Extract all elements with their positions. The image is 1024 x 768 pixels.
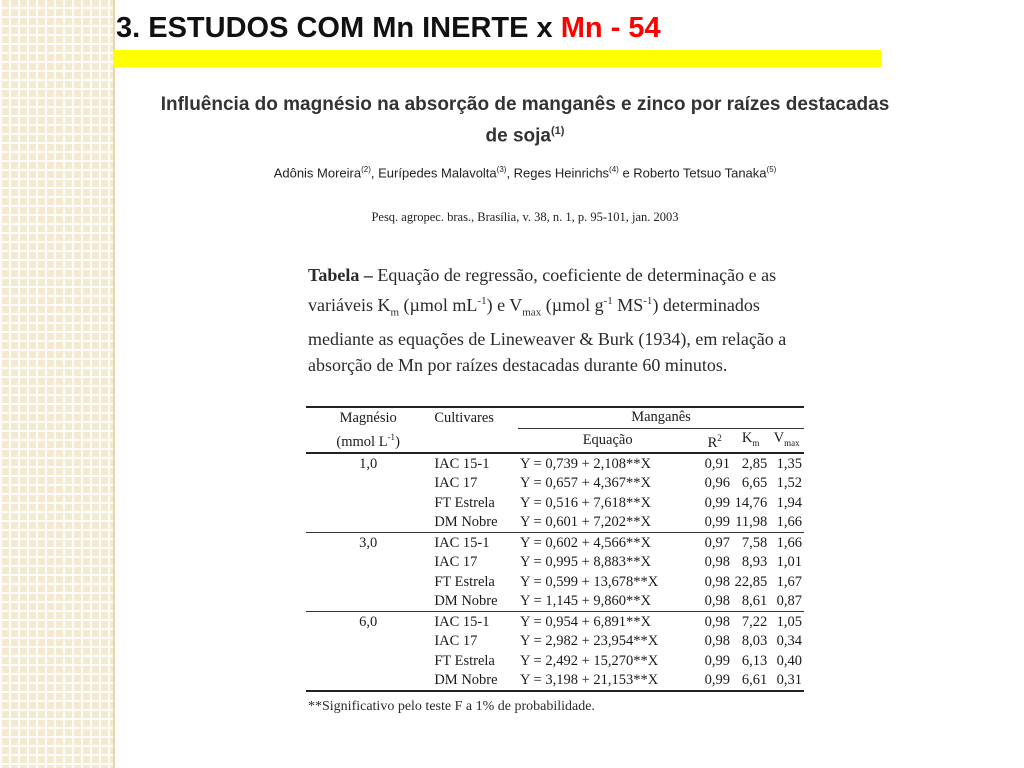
cell-r2: 0,99 <box>697 671 732 692</box>
cell-r2: 0,99 <box>697 513 732 533</box>
author-note: (2) <box>361 165 371 174</box>
header-v-sub: max <box>784 437 800 448</box>
cell-equacao: Y = 0,657 + 4,367**X <box>519 475 651 492</box>
cell-magnesio: 1,0 <box>359 455 378 472</box>
cell-cultivar: IAC 17 <box>434 475 478 492</box>
caption-text: MS <box>612 295 644 315</box>
author-name: Roberto Tetsuo Tanaka <box>633 165 767 181</box>
caption-text: (µmol g <box>541 295 604 315</box>
cell-magnesio <box>306 553 430 573</box>
header-unit-exp: -1 <box>387 432 396 443</box>
header-magnesio: Magnésio <box>306 407 430 428</box>
slide-title-accent: Mn - 54 <box>560 12 661 44</box>
header-blank <box>430 428 518 453</box>
cell-magnesio <box>306 671 430 692</box>
paper-authors <box>160 165 890 180</box>
cell-vmax: 0,40 <box>776 652 802 669</box>
cell-magnesio <box>306 572 430 592</box>
header-unit-close: ) <box>395 434 400 451</box>
slide-title <box>116 12 661 45</box>
cell-magnesio <box>306 493 430 513</box>
caption-text: Equação de regressão, coeficiente de determinação e as variáveis K <box>308 265 777 315</box>
table-row <box>306 474 804 494</box>
cell-vmax: 1,66 <box>776 534 802 551</box>
cell-km: 8,93 <box>741 554 768 571</box>
cell-vmax: 1,52 <box>776 475 802 492</box>
cell-vmax: 1,67 <box>776 573 802 590</box>
header-v-text: V <box>773 429 785 446</box>
author-name: Adônis Moreira <box>273 165 362 181</box>
cell-equacao: Y = 0,739 + 2,108**X <box>519 455 651 472</box>
cell-r2: 0,98 <box>704 573 730 590</box>
author-note: (4) <box>609 165 619 174</box>
cell-equacao: Y = 0,599 + 13,678**X <box>519 573 659 590</box>
table-row <box>306 453 804 474</box>
paper-citation: Pesq. agropec. bras., Brasília, v. 38, n. 1, p. 95-101, jan. 2003 <box>371 210 679 224</box>
cell-cultivar: DM Nobre <box>430 592 518 612</box>
paper-title <box>160 92 890 149</box>
header-km <box>732 428 769 453</box>
cell-cultivar: FT Estrela <box>434 573 495 590</box>
table-caption <box>308 262 808 378</box>
header-r-exp: 2 <box>717 432 722 443</box>
cell-equacao: Y = 0,601 + 7,202**X <box>518 513 697 533</box>
cell-vmax: 0,31 <box>769 671 804 692</box>
cell-magnesio: 3,0 <box>359 534 378 551</box>
cell-r2: 0,98 <box>704 613 730 630</box>
header-unit-text: (mmol L <box>336 434 388 451</box>
cell-magnesio <box>306 513 430 533</box>
cell-equacao: Y = 1,145 + 9,860**X <box>518 592 697 612</box>
table-subheader-row <box>306 428 804 453</box>
cell-r2: 0,97 <box>704 534 730 551</box>
cell-cultivar: IAC 15-1 <box>434 613 490 630</box>
cell-r2: 0,98 <box>704 633 730 650</box>
cell-km: 8,03 <box>741 633 768 650</box>
cell-equacao: Y = 0,516 + 7,618**X <box>519 494 651 511</box>
cell-r2: 0,99 <box>704 494 730 511</box>
paper-title-note: (1) <box>551 125 565 137</box>
cell-cultivar: DM Nobre <box>430 513 518 533</box>
cell-km: 6,65 <box>741 475 768 492</box>
cell-equacao: Y = 2,492 + 15,270**X <box>519 652 659 669</box>
cell-equacao: Y = 3,198 + 21,153**X <box>518 671 697 692</box>
cell-equacao: Y = 0,954 + 6,891**X <box>519 613 651 630</box>
caption-text: ) determinados mediante as equações de Lineweaver & Burk (1934), em relação a absorção de Mn por raízes destacadas durante 60 minutos. <box>308 295 787 375</box>
cell-km: 2,85 <box>741 455 768 472</box>
cell-magnesio <box>306 592 430 612</box>
cell-r2: 0,99 <box>704 652 730 669</box>
author-name: Reges Heinrichs <box>513 165 610 181</box>
caption-exp: -1 <box>477 295 487 307</box>
slide-title-prefix: 3. ESTUDOS COM Mn INERTE x <box>116 12 561 44</box>
cell-km: 14,76 <box>734 494 768 511</box>
cell-cultivar: DM Nobre <box>430 671 518 692</box>
cell-cultivar: IAC 15-1 <box>434 455 490 472</box>
regression-table <box>306 406 804 692</box>
cell-km: 8,61 <box>732 592 769 612</box>
cell-km: 22,85 <box>734 573 768 590</box>
cell-equacao: Y = 2,982 + 23,954**X <box>519 633 659 650</box>
cell-vmax: 1,35 <box>776 455 802 472</box>
table-row <box>306 592 804 612</box>
cell-magnesio <box>306 651 430 671</box>
header-magnesio-unit <box>306 428 430 453</box>
table-row <box>306 493 804 513</box>
cell-cultivar: FT Estrela <box>434 494 495 511</box>
table-row <box>306 612 804 632</box>
header-manganes: Manganês <box>518 407 804 428</box>
header-vmax <box>769 428 804 453</box>
header-cultivares: Cultivares <box>430 407 518 428</box>
cell-equacao: Y = 0,995 + 8,883**X <box>519 554 651 571</box>
table-row <box>306 572 804 592</box>
cell-km: 7,22 <box>741 613 768 630</box>
title-highlight-bar <box>113 50 881 67</box>
table-row <box>306 553 804 573</box>
caption-vmax-sub: max <box>522 306 542 319</box>
author-separator: , <box>506 165 514 181</box>
paper-title-text: Influência do magnésio na absorção de manganês e zinco por raízes destacadas de soja <box>160 94 890 147</box>
caption-exp: -1 <box>603 295 613 307</box>
table-footnote: **Significativo pelo teste F a 1% de probabilidade. <box>308 699 595 714</box>
caption-exp: -1 <box>643 295 653 307</box>
table-row <box>306 671 804 692</box>
cell-vmax: 0,34 <box>776 633 802 650</box>
cell-magnesio <box>306 474 430 494</box>
header-r2 <box>697 428 732 453</box>
table-row <box>306 513 804 533</box>
table-header-row <box>306 407 804 428</box>
cell-magnesio: 6,0 <box>359 613 378 630</box>
cell-r2: 0,91 <box>704 455 730 472</box>
cell-km: 6,13 <box>741 652 768 669</box>
cell-equacao: Y = 0,602 + 4,566**X <box>519 534 651 551</box>
cell-cultivar: IAC 17 <box>434 554 478 571</box>
cell-km: 6,61 <box>732 671 769 692</box>
author-separator: e <box>618 165 634 181</box>
caption-text: ) e V <box>486 295 523 315</box>
table-row <box>306 632 804 652</box>
cell-vmax: 1,01 <box>776 554 802 571</box>
cell-r2: 0,98 <box>704 554 730 571</box>
table-row <box>306 533 804 553</box>
cell-cultivar: FT Estrela <box>434 652 495 669</box>
header-r-text: R <box>707 434 718 451</box>
caption-text: (µmol mL <box>399 295 478 315</box>
cell-cultivar: IAC 17 <box>434 633 478 650</box>
header-equacao: Equação <box>518 428 697 453</box>
caption-km-sub: m <box>390 306 400 319</box>
cell-vmax: 1,66 <box>769 513 804 533</box>
author-separator: , <box>370 165 379 181</box>
cell-r2: 0,96 <box>704 475 730 492</box>
table-row <box>306 651 804 671</box>
cell-cultivar: IAC 15-1 <box>434 534 490 551</box>
author-name: Eurípedes Malavolta <box>378 165 497 181</box>
cell-magnesio <box>306 632 430 652</box>
author-note: (5) <box>766 165 777 174</box>
cell-km: 7,58 <box>741 534 768 551</box>
cell-vmax: 1,05 <box>776 613 802 630</box>
table-body <box>306 453 804 691</box>
header-k-sub: m <box>752 437 760 448</box>
side-pattern-strip <box>0 0 115 768</box>
caption-label: Tabela – <box>308 265 373 285</box>
cell-vmax: 0,87 <box>769 592 804 612</box>
cell-km: 11,98 <box>732 513 769 533</box>
header-k-text: K <box>741 429 753 446</box>
author-note: (3) <box>496 165 507 174</box>
cell-vmax: 1,94 <box>776 494 802 511</box>
cell-r2: 0,98 <box>697 592 732 612</box>
